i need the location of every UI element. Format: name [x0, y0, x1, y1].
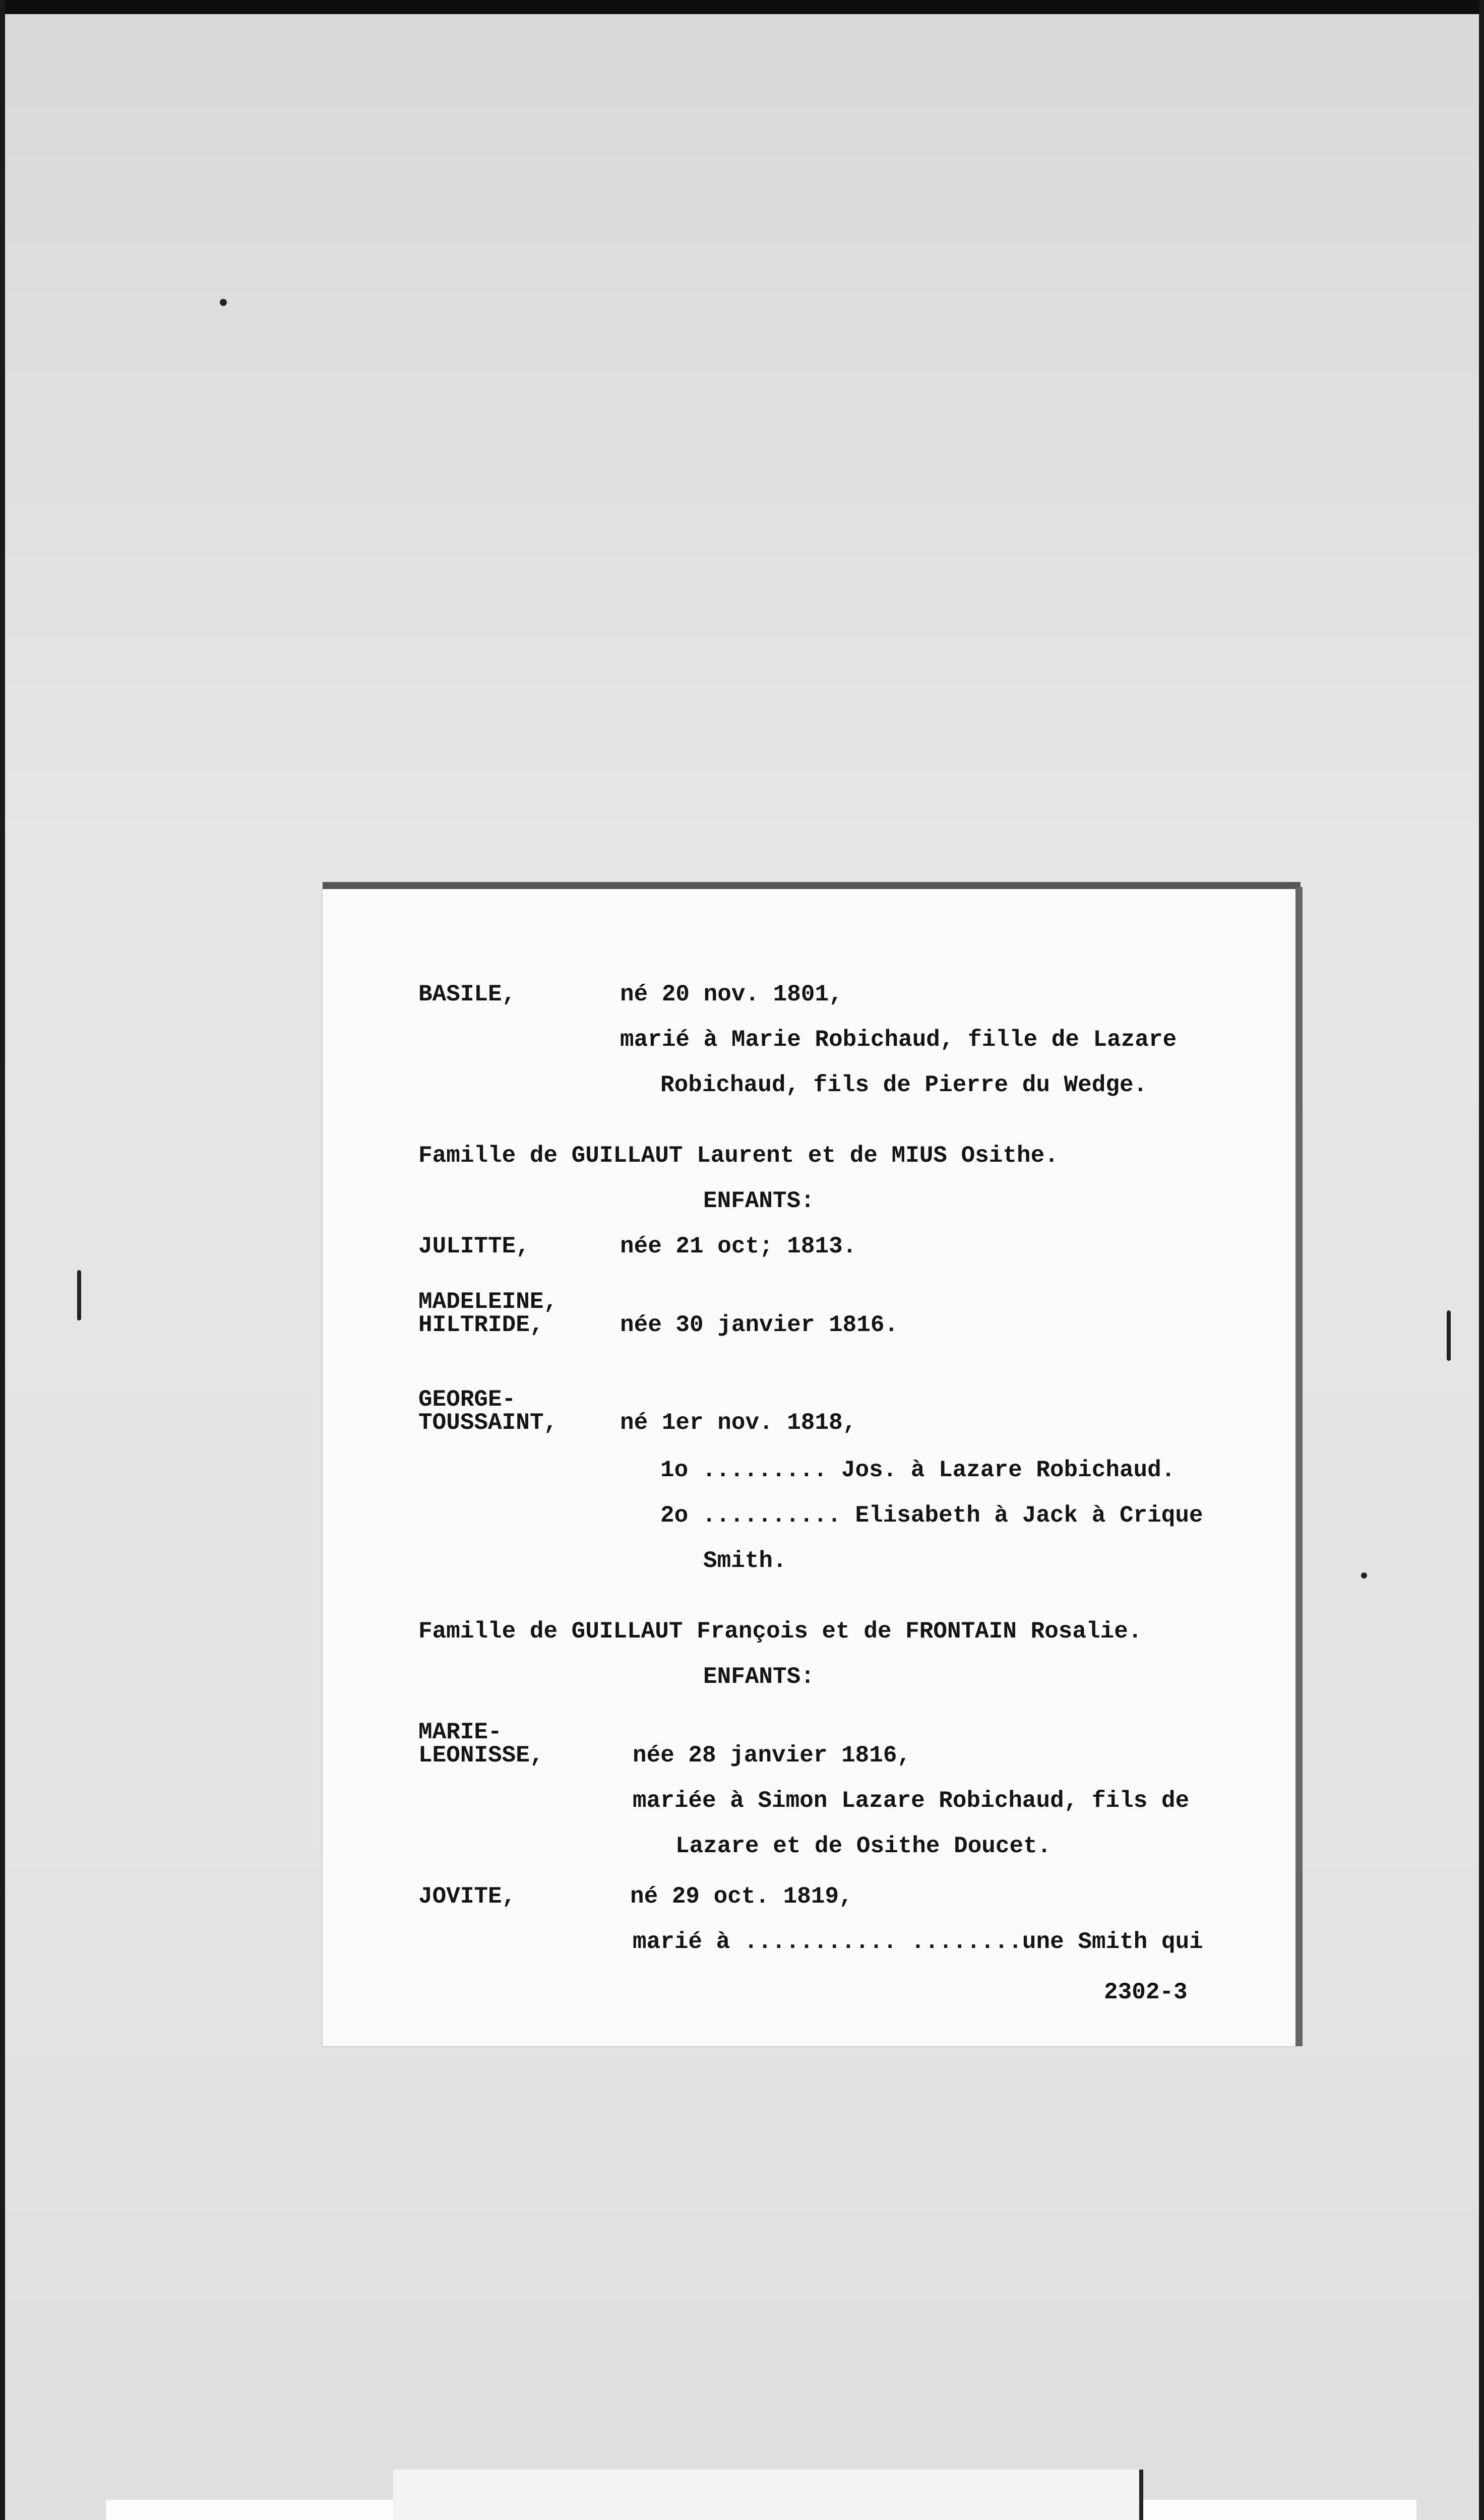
- entry-marriage: marié à Marie Robichaud, fille de Lazare: [620, 1027, 1177, 1053]
- child-name: MARIE-: [418, 1719, 502, 1745]
- film-edge-top: [0, 0, 1484, 14]
- children-heading: ENFANTS:: [703, 1188, 815, 1214]
- dust-speck: [1447, 1310, 1451, 1361]
- child-name: JULITTE,: [418, 1233, 530, 1259]
- film-edge-left: [0, 0, 5, 2520]
- child-name: GEORGE-: [418, 1387, 516, 1413]
- entry-name: BASILE,: [418, 981, 516, 1007]
- child-name-continued: HILTRIDE,: [418, 1312, 544, 1338]
- archives-label: [106, 2500, 1416, 2520]
- child-marriage: 1o ......... Jos. à Lazare Robichaud.: [660, 1457, 1176, 1483]
- dust-speck: [220, 299, 227, 306]
- child-birth: née 30 janvier 1816.: [620, 1312, 899, 1338]
- children-heading: ENFANTS:: [703, 1664, 815, 1690]
- document-right-edge: [1295, 887, 1303, 2046]
- page-number: 2302-3: [1104, 1979, 1188, 2005]
- child-marriage-continued: Lazare et de Osithe Doucet.: [675, 1833, 1052, 1859]
- child-name: JOVITE,: [418, 1883, 516, 1910]
- child-marriage: marié à ........... ........une Smith qui: [633, 1929, 1203, 1955]
- entry-marriage-continued: Robichaud, fils de Pierre du Wedge.: [660, 1072, 1148, 1098]
- dust-speck: [77, 1270, 81, 1320]
- child-marriage-continued: Smith.: [703, 1548, 787, 1574]
- child-birth: née 28 janvier 1816,: [633, 1742, 911, 1769]
- child-name-continued: TOUSSAINT,: [418, 1410, 558, 1436]
- entry-birth: né 20 nov. 1801,: [620, 981, 843, 1007]
- film-edge-right: [1479, 0, 1484, 2520]
- family-heading: Famille de GUILLAUT François et de FRONTAIN Rosalie.: [418, 1618, 1142, 1645]
- dust-speck: [1361, 1572, 1367, 1579]
- child-name: MADELEINE,: [418, 1289, 558, 1315]
- family-heading: Famille de GUILLAUT Laurent et de MIUS Osithe.: [418, 1143, 1059, 1169]
- document-top-edge: [323, 882, 1301, 889]
- child-birth: né 1er nov. 1818,: [620, 1410, 857, 1436]
- label-paper-strip: [393, 2470, 1143, 2520]
- child-marriage: 2o .......... Elisabeth à Jack à Crique: [660, 1502, 1203, 1529]
- genealogy-document: [323, 887, 1295, 2046]
- child-birth: née 21 oct; 1813.: [620, 1233, 857, 1259]
- child-marriage: mariée à Simon Lazare Robichaud, fils de: [633, 1788, 1190, 1814]
- child-name-continued: LEONISSE,: [418, 1742, 544, 1769]
- child-birth: né 29 oct. 1819,: [630, 1883, 853, 1910]
